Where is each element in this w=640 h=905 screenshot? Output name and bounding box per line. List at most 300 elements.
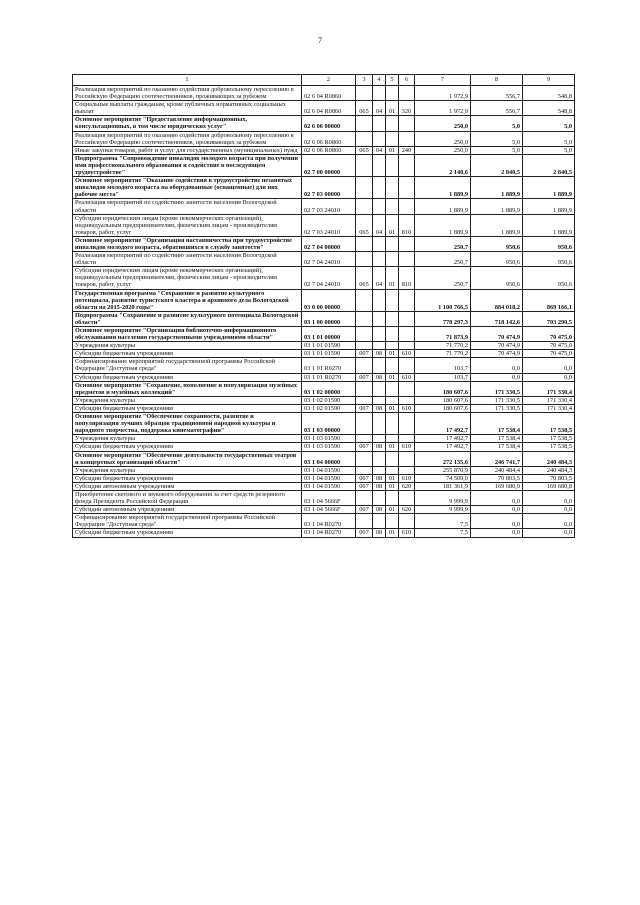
row-value-cell: 5,0 [523,146,575,154]
row-subsection-cell: 01 [386,146,399,154]
row-subsection-cell: 01 [386,482,399,490]
row-value-cell: 181 361,9 [415,482,471,490]
table-row [73,490,575,505]
row-name-cell: Подпрограмма "Сопровождение инвалидов молодого возраста при получении ими профессионального образования и содействие в последующем трудоустройстве" [73,154,302,176]
row-value-cell: 556,7 [471,101,523,116]
row-value-cell: 70 475,0 [523,350,575,358]
row-value-cell: 9 999,9 [415,506,471,514]
row-subsection-cell [386,358,399,373]
row-value-cell: 250,0 [415,116,471,131]
page-number: 7 [318,36,322,45]
row-section-cell [373,236,386,251]
table-row [73,267,575,289]
row-name-cell: Субсидии бюджетным учреждениям [73,529,302,537]
row-value-cell: 950,6 [471,252,523,267]
row-name-cell: Основное мероприятие "Организация библиотечно-информационного обслуживания населения государственными учреждениями области" [73,327,302,342]
row-admin-cell [356,396,373,404]
row-value-cell: 180 607,6 [415,404,471,412]
row-section-cell: 04 [373,101,386,116]
row-value-cell: 70 474,9 [471,342,523,350]
row-expense-type-cell [399,86,415,101]
row-subsection-cell [386,413,399,435]
header-cell: 2 [302,75,356,86]
header-cell: 4 [373,75,386,86]
table-row [73,373,575,381]
table-row [73,252,575,267]
row-subsection-cell [386,154,399,176]
row-name-cell: Субсидии бюджетным учреждениям [73,443,302,451]
row-admin-cell [356,451,373,466]
header-cell: 7 [415,75,471,86]
row-value-cell: 7,5 [415,529,471,537]
row-subsection-cell: 01 [386,350,399,358]
row-expense-type-cell: 810 [399,214,415,236]
row-code-cell: 02 6 04 R0860 [302,86,356,101]
table-body [73,86,575,538]
row-value-cell: 17 538,4 [471,435,523,443]
row-section-cell: 08 [373,350,386,358]
row-code-cell: 03 1 02 01590 [302,396,356,404]
row-section-cell [373,311,386,326]
table-row [73,482,575,490]
row-name-cell: Государственная программа "Сохранение и развитие культурного потенциала, развитие туристского кластера и архивного дела Вологодской области на 2015-2020 годы" [73,289,302,311]
row-subsection-cell [386,86,399,101]
row-code-cell: 03 1 02 01590 [302,404,356,412]
row-expense-type-cell [399,131,415,146]
row-subsection-cell [386,236,399,251]
row-value-cell: 0,0 [471,529,523,537]
row-value-cell: 74 509,0 [415,474,471,482]
row-value-cell: 0,0 [523,514,575,529]
row-code-cell: 03 1 03 01590 [302,443,356,451]
row-code-cell: 03 1 01 00000 [302,327,356,342]
row-value-cell: 1 889,9 [523,177,575,199]
header-row [73,75,575,86]
row-section-cell: 08 [373,404,386,412]
row-code-cell: 03 1 04 5666F [302,506,356,514]
row-value-cell: 1 889,9 [415,214,471,236]
row-code-cell: 02 7 03 00000 [302,177,356,199]
row-expense-type-cell [399,490,415,505]
header-cell: 1 [73,75,302,86]
row-value-cell: 171 330,4 [523,396,575,404]
row-name-cell: Приобретение светового и звукового оборудования за счет средств резервного фонда Президента Российской Федерации [73,490,302,505]
row-value-cell: 70 474,9 [471,327,523,342]
table-row [73,350,575,358]
row-value-cell: 103,7 [415,373,471,381]
row-name-cell: Софинансирование мероприятий государственной программы Российской Федерации "Доступная среда" [73,358,302,373]
row-subsection-cell: 01 [386,373,399,381]
table-row [73,514,575,529]
row-subsection-cell: 01 [386,214,399,236]
row-section-cell: 08 [373,474,386,482]
row-section-cell [373,342,386,350]
row-admin-cell [356,289,373,311]
row-expense-type-cell [399,381,415,396]
row-expense-type-cell: 610 [399,404,415,412]
row-value-cell: 0,0 [471,358,523,373]
row-subsection-cell [386,327,399,342]
row-section-cell: 04 [373,214,386,236]
row-section-cell: 08 [373,482,386,490]
row-value-cell: 5,0 [471,131,523,146]
row-code-cell: 03 1 04 5666F [302,490,356,505]
row-value-cell: 17 538,4 [471,443,523,451]
row-value-cell: 1 889,9 [523,199,575,214]
row-name-cell: Реализация мероприятий по оказанию содействия добровольному переселению в Российскую Федерацию соотечественников, проживающих за рубежом [73,131,302,146]
row-admin-cell: 007 [356,506,373,514]
row-value-cell: 17 538,5 [523,435,575,443]
row-code-cell: 02 6 04 R0860 [302,101,356,116]
row-subsection-cell [386,289,399,311]
row-value-cell: 0,0 [523,373,575,381]
row-expense-type-cell [399,396,415,404]
row-admin-cell [356,327,373,342]
row-name-cell: Субсидии автономным учреждениям [73,482,302,490]
row-code-cell: 03 1 04 R0270 [302,514,356,529]
row-section-cell [373,514,386,529]
row-admin-cell [356,252,373,267]
table-row [73,443,575,451]
row-subsection-cell [386,131,399,146]
row-value-cell: 1 889,9 [523,214,575,236]
row-value-cell: 1 100 766,5 [415,289,471,311]
table-row [73,131,575,146]
header-cell: 6 [399,75,415,86]
row-value-cell: 5,0 [471,146,523,154]
row-code-cell: 03 1 04 00000 [302,451,356,466]
row-value-cell: 0,0 [471,514,523,529]
table-row [73,199,575,214]
row-subsection-cell: 01 [386,101,399,116]
table-row [73,466,575,474]
row-subsection-cell: 01 [386,443,399,451]
row-expense-type-cell [399,342,415,350]
row-admin-cell [356,199,373,214]
row-name-cell: Реализация мероприятий по содействию занятости населения Вологодской области [73,199,302,214]
row-section-cell [373,466,386,474]
row-subsection-cell [386,116,399,131]
table-row [73,413,575,435]
row-value-cell: 70 475,0 [523,342,575,350]
row-value-cell: 240 484,3 [523,466,575,474]
row-name-cell: Основное мероприятие "Сохранение, пополнение и популяризация музейных предметов и музейных коллекций" [73,381,302,396]
row-subsection-cell [386,490,399,505]
row-value-cell: 250,7 [415,236,471,251]
row-name-cell: Основное мероприятие "Обеспечение деятельности государственных театров и концертных организаций области" [73,451,302,466]
row-value-cell: 7,5 [415,514,471,529]
table-row [73,529,575,537]
row-value-cell: 70 475,0 [523,327,575,342]
row-code-cell: 03 1 04 01590 [302,482,356,490]
row-code-cell: 02 7 00 00000 [302,154,356,176]
row-admin-cell: 065 [356,146,373,154]
table-row [73,435,575,443]
row-code-cell: 03 1 00 00000 [302,311,356,326]
row-admin-cell [356,381,373,396]
table-row [73,177,575,199]
row-admin-cell [356,490,373,505]
row-section-cell [373,327,386,342]
row-value-cell: 950,6 [471,236,523,251]
row-value-cell: 169 680,9 [471,482,523,490]
row-admin-cell: 007 [356,373,373,381]
row-value-cell: 246 741,7 [471,451,523,466]
row-admin-cell: 065 [356,267,373,289]
row-value-cell: 548,8 [523,101,575,116]
row-value-cell: 180 607,6 [415,396,471,404]
row-value-cell: 0,0 [523,358,575,373]
row-name-cell: Социальные выплаты гражданам, кроме публичных нормативных социальных выплат [73,101,302,116]
row-value-cell: 240 484,3 [523,451,575,466]
row-subsection-cell [386,342,399,350]
row-section-cell: 08 [373,443,386,451]
row-code-cell: 03 0 00 00000 [302,289,356,311]
row-subsection-cell [386,466,399,474]
header-cell: 3 [356,75,373,86]
row-section-cell [373,131,386,146]
row-name-cell: Основное мероприятие "Организация наставничества при трудоустройстве инвалидов молодого возраста, обратившихся в службу занятости" [73,236,302,251]
row-value-cell: 71 873,9 [415,327,471,342]
row-name-cell: Подпрограмма "Сохранение и развитие культурного потенциала Вологодской области" [73,311,302,326]
row-value-cell: 884 018,2 [471,289,523,311]
row-section-cell [373,451,386,466]
row-expense-type-cell [399,154,415,176]
row-value-cell: 171 330,4 [523,381,575,396]
table-row [73,236,575,251]
row-value-cell: 1 972,9 [415,86,471,101]
row-section-cell: 04 [373,267,386,289]
row-value-cell: 1 972,9 [415,101,471,116]
row-admin-cell [356,116,373,131]
row-value-cell: 718 142,6 [471,311,523,326]
row-value-cell: 169 680,8 [523,482,575,490]
row-section-cell [373,396,386,404]
row-admin-cell [356,311,373,326]
row-subsection-cell [386,381,399,396]
table-row [73,358,575,373]
row-value-cell: 5,0 [471,116,523,131]
table-row [73,289,575,311]
row-subsection-cell: 01 [386,529,399,537]
row-section-cell [373,86,386,101]
row-expense-type-cell [399,236,415,251]
row-value-cell: 0,0 [523,490,575,505]
row-admin-cell [356,131,373,146]
table-row [73,146,575,154]
row-expense-type-cell [399,451,415,466]
row-expense-type-cell [399,252,415,267]
row-value-cell: 1 889,9 [471,214,523,236]
row-expense-type-cell: 610 [399,474,415,482]
row-value-cell: 103,7 [415,358,471,373]
row-code-cell: 02 7 03 24010 [302,214,356,236]
row-section-cell [373,252,386,267]
row-value-cell: 255 870,9 [415,466,471,474]
row-name-cell: Основное мероприятие "Обеспечение сохранности, развитие и популяризация лучших образцов традиционной народной культуры и народного творчества, поддержка кинематографии" [73,413,302,435]
row-value-cell: 71 770,2 [415,350,471,358]
row-subsection-cell [386,514,399,529]
row-expense-type-cell: 610 [399,373,415,381]
row-admin-cell [356,342,373,350]
row-subsection-cell [386,199,399,214]
row-code-cell: 02 6 06 00000 [302,116,356,131]
row-admin-cell: 007 [356,404,373,412]
row-value-cell: 250,0 [415,146,471,154]
row-expense-type-cell [399,514,415,529]
row-value-cell: 2 840,5 [471,154,523,176]
row-expense-type-cell: 610 [399,443,415,451]
row-value-cell: 0,0 [471,506,523,514]
row-admin-cell [356,413,373,435]
row-subsection-cell [386,177,399,199]
row-value-cell: 2 840,5 [523,154,575,176]
row-expense-type-cell [399,177,415,199]
row-value-cell: 0,0 [523,529,575,537]
row-value-cell: 171 330,5 [471,381,523,396]
row-value-cell: 548,8 [523,86,575,101]
row-name-cell: Субсидии бюджетным учреждениям [73,404,302,412]
row-code-cell: 02 7 03 24010 [302,199,356,214]
row-subsection-cell [386,435,399,443]
row-section-cell [373,413,386,435]
row-value-cell: 17 538,5 [523,413,575,435]
row-expense-type-cell [399,289,415,311]
row-name-cell: Учреждения культуры [73,435,302,443]
row-code-cell: 02 6 06 R0860 [302,131,356,146]
row-value-cell: 17 492,7 [415,435,471,443]
row-name-cell: Реализация мероприятий по оказанию содействия добровольному переселению в Российскую Федерацию соотечественников, проживающих за рубежом [73,86,302,101]
row-value-cell: 250,0 [415,131,471,146]
table-row [73,342,575,350]
table-row [73,101,575,116]
row-admin-cell: 007 [356,350,373,358]
row-section-cell [373,435,386,443]
row-admin-cell: 007 [356,443,373,451]
row-admin-cell: 007 [356,482,373,490]
row-section-cell [373,116,386,131]
row-code-cell: 03 1 04 R0270 [302,529,356,537]
table-row [73,381,575,396]
row-expense-type-cell: 610 [399,529,415,537]
row-code-cell: 03 1 04 01590 [302,474,356,482]
row-name-cell: Учреждения культуры [73,396,302,404]
header-cell: 5 [386,75,399,86]
row-value-cell: 70 803,5 [471,474,523,482]
row-name-cell: Субсидии бюджетным учреждениям [73,350,302,358]
row-value-cell: 0,0 [523,506,575,514]
row-expense-type-cell: 810 [399,267,415,289]
row-subsection-cell [386,311,399,326]
row-value-cell: 70 803,5 [523,474,575,482]
row-subsection-cell: 01 [386,267,399,289]
row-value-cell: 171 330,4 [523,404,575,412]
row-code-cell: 03 1 01 01590 [302,350,356,358]
row-code-cell: 02 7 04 24010 [302,267,356,289]
row-admin-cell [356,86,373,101]
table-row [73,404,575,412]
row-name-cell: Иные закупки товаров, работ и услуг для государственных (муниципальных) нужд [73,146,302,154]
row-expense-type-cell [399,116,415,131]
row-value-cell: 950,6 [523,252,575,267]
row-value-cell: 17 538,5 [523,443,575,451]
row-admin-cell [356,177,373,199]
row-expense-type-cell: 620 [399,506,415,514]
row-value-cell: 1 889,9 [415,177,471,199]
row-code-cell: 03 1 02 00000 [302,381,356,396]
row-value-cell: 950,6 [523,267,575,289]
row-code-cell: 03 1 01 R0270 [302,373,356,381]
row-section-cell: 08 [373,529,386,537]
row-name-cell: Основное мероприятие "Оказание содействия в трудоустройстве незанятых инвалидов молодого возраста на оборудованные (оснащенные) для них рабочие места" [73,177,302,199]
row-expense-type-cell [399,327,415,342]
row-section-cell: 08 [373,506,386,514]
row-admin-cell [356,236,373,251]
row-admin-cell [356,466,373,474]
row-code-cell: 02 6 06 R0860 [302,146,356,154]
row-code-cell: 02 7 04 00000 [302,236,356,251]
row-expense-type-cell: 240 [399,146,415,154]
row-value-cell: 556,7 [471,86,523,101]
row-admin-cell [356,514,373,529]
row-code-cell: 03 1 03 00000 [302,413,356,435]
row-value-cell: 0,0 [471,490,523,505]
row-value-cell: 71 770,2 [415,342,471,350]
row-expense-type-cell [399,466,415,474]
row-code-cell: 03 1 04 01590 [302,466,356,474]
row-value-cell: 9 999,9 [415,490,471,505]
row-value-cell: 17 492,7 [415,443,471,451]
row-subsection-cell: 01 [386,404,399,412]
table-row [73,506,575,514]
row-admin-cell: 007 [356,529,373,537]
row-admin-cell [356,358,373,373]
row-expense-type-cell [399,199,415,214]
row-admin-cell [356,154,373,176]
row-value-cell: 272 135,6 [415,451,471,466]
row-admin-cell: 007 [356,474,373,482]
table-row [73,154,575,176]
row-section-cell [373,381,386,396]
row-value-cell: 171 330,5 [471,404,523,412]
row-section-cell [373,199,386,214]
budget-table [72,74,575,538]
row-expense-type-cell [399,413,415,435]
row-value-cell: 778 297,3 [415,311,471,326]
table-row [73,451,575,466]
row-value-cell: 250,7 [415,252,471,267]
row-expense-type-cell: 610 [399,350,415,358]
row-name-cell: Субсидии бюджетным учреждениям [73,373,302,381]
table-row [73,86,575,101]
row-value-cell: 5,0 [523,116,575,131]
row-name-cell: Учреждения культуры [73,466,302,474]
row-expense-type-cell [399,358,415,373]
row-value-cell: 180 607,6 [415,381,471,396]
row-subsection-cell: 01 [386,474,399,482]
row-value-cell: 17 492,7 [415,413,471,435]
row-subsection-cell [386,252,399,267]
row-code-cell: 02 7 04 24010 [302,252,356,267]
row-code-cell: 03 1 01 R0270 [302,358,356,373]
table-row [73,311,575,326]
row-value-cell: 240 484,4 [471,466,523,474]
row-subsection-cell: 01 [386,506,399,514]
header-cell: 8 [471,75,523,86]
row-expense-type-cell [399,435,415,443]
row-subsection-cell [386,451,399,466]
row-section-cell [373,177,386,199]
